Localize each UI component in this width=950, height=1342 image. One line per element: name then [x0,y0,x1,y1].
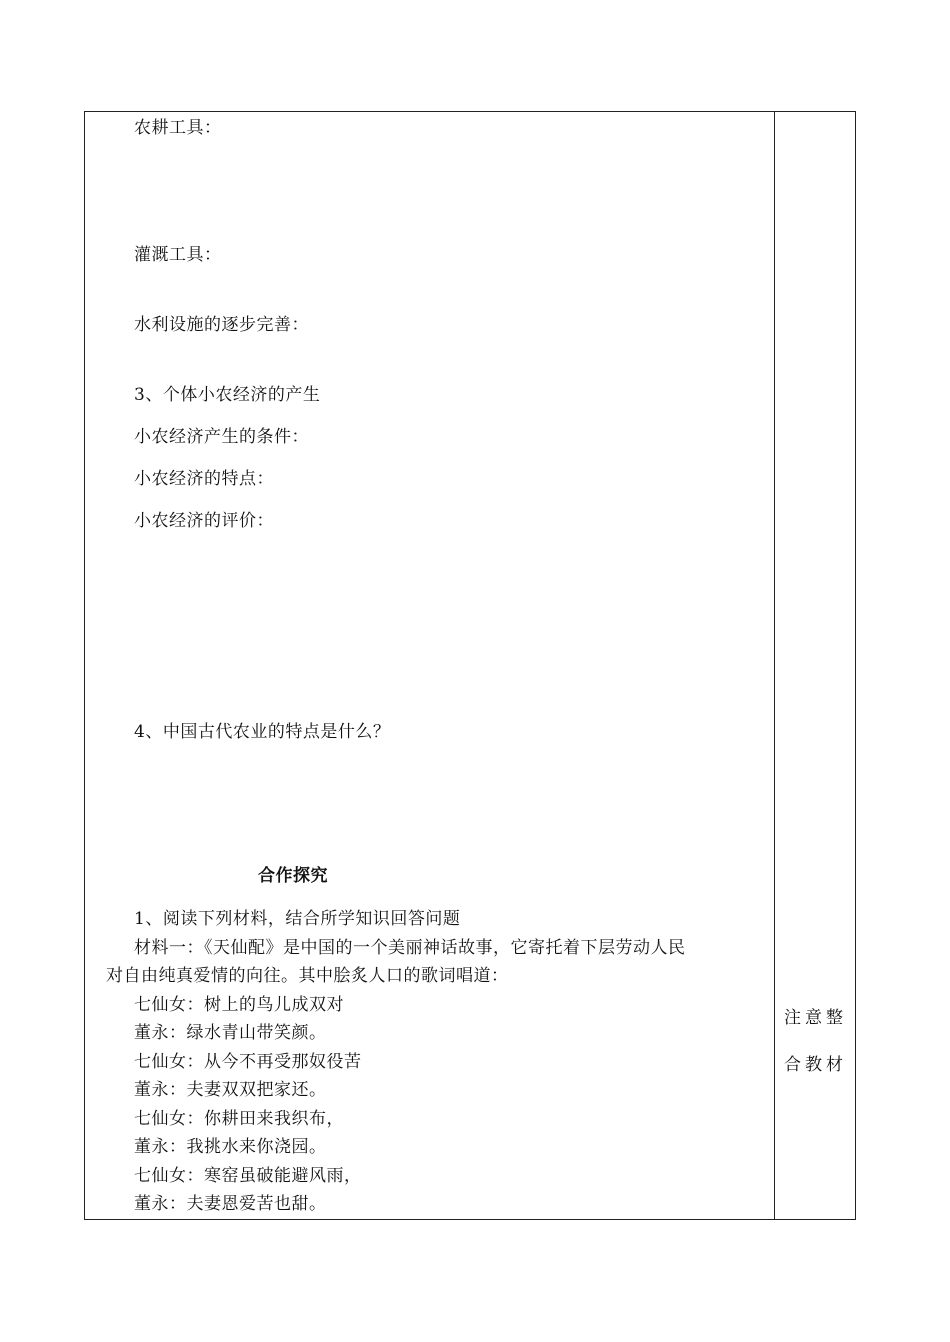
lyric-line: 七仙女：寒窑虽破能避风雨， [134,1166,362,1186]
column-divider [774,112,775,1219]
water-facilities-label: 水利设施的逐步完善： [134,315,309,335]
lyric-line: 董永：我挑水来你浇园。 [134,1137,327,1157]
lyric-line: 七仙女：树上的鸟儿成双对 [134,995,344,1015]
lyric-line: 董永：夫妻双双把家还。 [134,1080,327,1100]
section3-title: 3、个体小农经济的产生 [134,385,321,405]
coop-question1: 1、阅读下列材料，结合所学知识回答问题 [134,909,461,929]
lyric-line: 董永：夫妻恩爱苦也甜。 [134,1194,327,1214]
conditions-label: 小农经济产生的条件： [134,427,309,447]
material1-line1: 材料一：《天仙配》是中国的一个美丽神话故事，它寄托着下层劳动人民 [134,938,686,958]
farming-tools-label: 农耕工具： [134,118,222,138]
question4: 4、中国古代农业的特点是什么？ [134,722,391,742]
side-note-line2: 合教材 [784,1055,847,1075]
lyric-line: 董永：绿水青山带笑颜。 [134,1023,327,1043]
features-label: 小农经济的特点： [134,469,274,489]
material1-line2: 对自由纯真爱情的向往。其中脍炙人口的歌词唱道： [106,966,509,986]
lyric-line: 七仙女：从今不再受那奴役苦 [134,1052,362,1072]
side-note-line1: 注意整 [784,1008,847,1028]
coop-heading: 合作探究 [258,866,328,886]
lyric-line: 七仙女：你耕田来我织布， [134,1109,344,1129]
irrigation-tools-label: 灌溉工具： [134,245,222,265]
evaluation-label: 小农经济的评价： [134,511,274,531]
